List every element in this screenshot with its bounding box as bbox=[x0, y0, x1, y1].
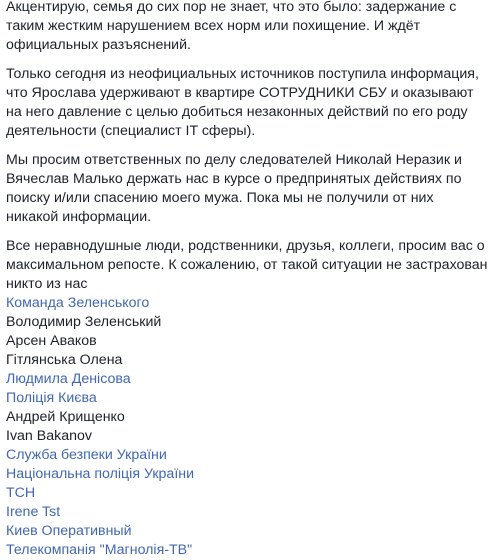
tag-magnoliia-tv[interactable]: Телекомпанія "Магнолія-ТВ" bbox=[6, 542, 193, 558]
tag-andrei-kryshchenko: Андрей Крищенко bbox=[6, 409, 125, 425]
tag-sbu[interactable]: Служба безпеки України bbox=[6, 447, 167, 463]
post-body bbox=[6, 0, 488, 560]
tag-list bbox=[6, 294, 488, 560]
tag-liudmyla-denisova[interactable]: Людмила Денісова bbox=[6, 371, 131, 387]
tag-gitlianska-olena: Гітлянська Олена bbox=[6, 352, 123, 368]
post-paragraph-2: Только сегодня из неофициальных источников поступила информация, что Ярослава удерживают в квартире СОТРУДНИКИ СБУ и оказывают на него давление с целью добиться незаконных действий по его роду деятельности (специалист IT сферы). bbox=[6, 66, 479, 139]
tag-komanda-zelenskogo[interactable]: Команда Зеленського bbox=[6, 295, 150, 311]
tag-volodymyr-zelenskyi: Володимир Зеленський bbox=[6, 314, 162, 330]
tag-kiev-operativnyi[interactable]: Киев Оперативный bbox=[6, 523, 132, 539]
post-paragraph-3: Мы просим ответственных по делу следователей Николай Неразик и Вячеслав Малько держать нас в курсе о предпринятых действиях по поиску и/или спасению моего мужа. Пока мы не получили от них никакой информации. bbox=[6, 152, 462, 225]
tag-irene-tst[interactable]: Irene Tst bbox=[6, 504, 61, 520]
tag-natsionalna-politsiia[interactable]: Національна поліція України bbox=[6, 466, 195, 482]
tag-ivan-bakanov: Ivan Bakanov bbox=[6, 428, 92, 444]
tag-tsn[interactable]: ТСН bbox=[6, 485, 36, 501]
tag-arsen-avakov: Арсен Аваков bbox=[6, 333, 97, 349]
post-paragraph-1: Акцентирую, семья до сих пор не знает, что это было: задержание с таким жестким нарушением всех норм или похищение. И ждёт официальных разъяснений. bbox=[6, 0, 457, 53]
post-paragraph-4: Все неравнодушные люди, родственники, друзья, коллеги, просим вас о максимальном репосте. К сожалению, от такой ситуации не застрахован никто из нас bbox=[6, 238, 488, 292]
tag-politsiia-kyieva[interactable]: Поліція Києва bbox=[6, 390, 97, 406]
